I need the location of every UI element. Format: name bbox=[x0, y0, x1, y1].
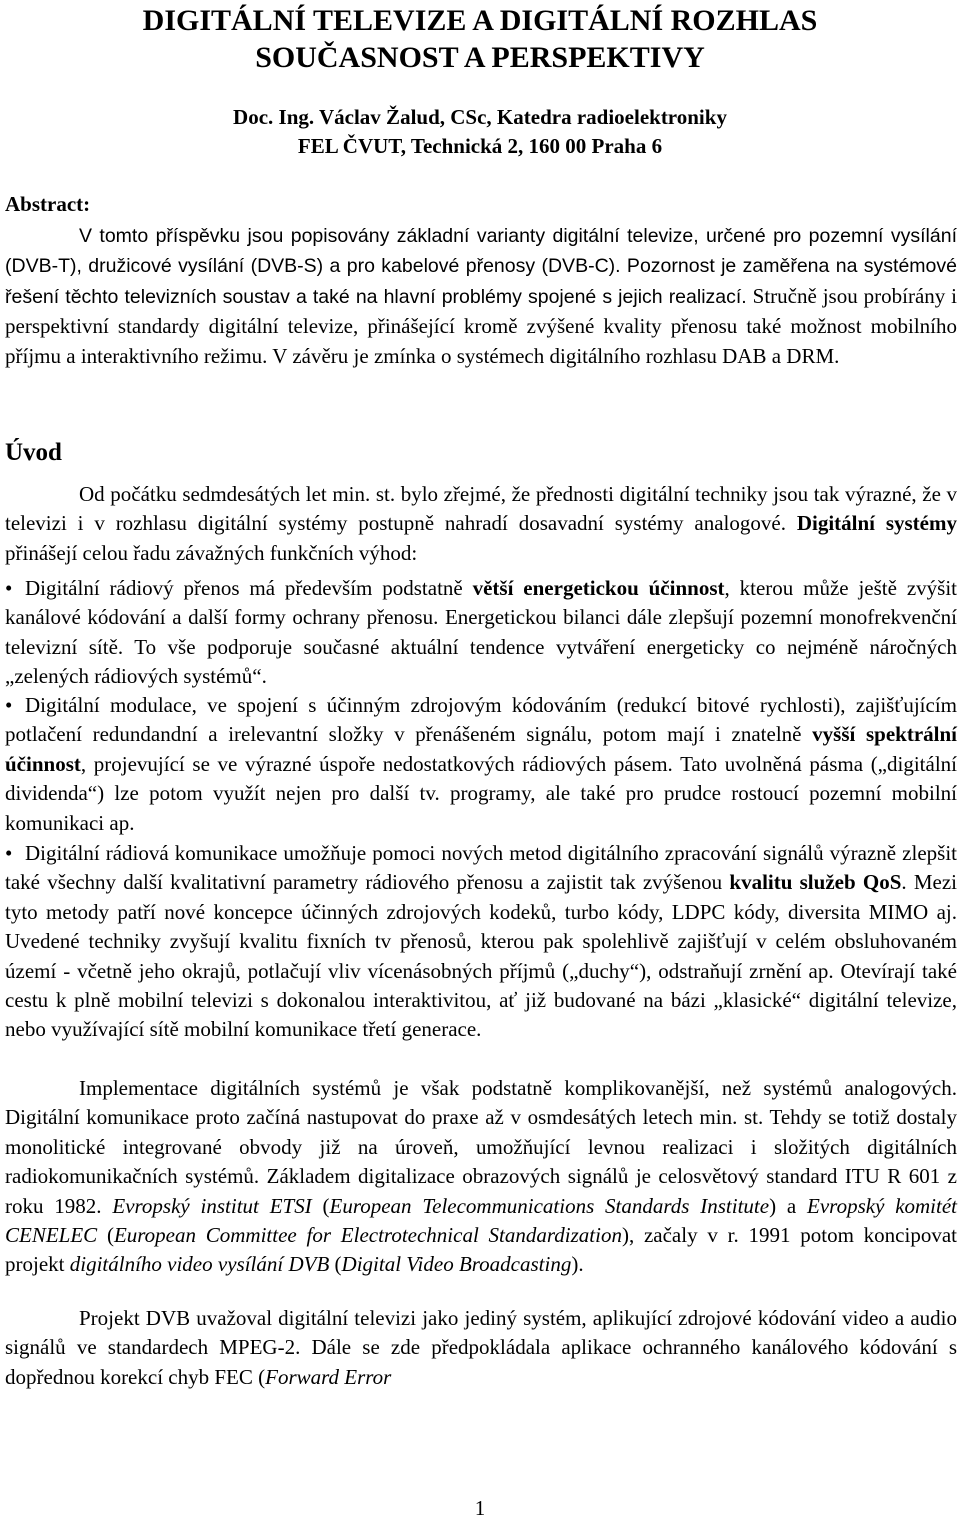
p2-italic-dvb-full: Digital Video Broadcasting bbox=[341, 1252, 572, 1277]
bullet-dot-icon: • bbox=[5, 841, 13, 865]
bullet-item-3 bbox=[5, 839, 957, 1045]
p2-italic-etsi: Evropský institut ETSI bbox=[112, 1193, 312, 1218]
p2-sep: ( bbox=[97, 1223, 114, 1248]
section-heading-uvod: Úvod bbox=[5, 439, 62, 466]
bullet-item-2 bbox=[5, 691, 957, 838]
bullet-1-text: Digitální rádiový přenos má především podstatně bbox=[25, 576, 473, 600]
p3-italic-fec: Forward Error bbox=[265, 1364, 392, 1389]
abstract-sentences-2: Stručně jsou probírány i perspektivní standardy digitální televize, přinášející kromě zvýšené kvality přenosu také možnost mobilního příjmu a interaktivního režimu. V závěru je zmínka o systémech digitálního rozhlasu DAB a DRM. bbox=[5, 283, 958, 368]
p2-italic-etsi-full: European Telecommunications Standards Institute bbox=[329, 1193, 770, 1218]
bullet-item-1 bbox=[5, 574, 957, 692]
bullet-3-text-end: . Mezi tyto metody patří nové koncepce účinných zdrojových kodeků, turbo kódy, LDPC kódy, diversita MIMO aj. Uvedené techniky zvyšují kvalitu fixních tv přenosů, kterou pak spolehlivě zajišťují v celém obsluhovaném území - včetně jeho okrajů, potlačují vliv vícenásobných příjmů („duchy“), odstraňují zrnění ap. Otevírají také cestu k plně mobilní televizi s dokonalou interaktivitou, ať již budované na bázi „klasické“ digitální televize, nebo využívající sítě mobilní komunikace třetí generace. bbox=[5, 870, 957, 1042]
p2-italic-cenelec-full: European Committee for Electrotechnical Standardization bbox=[113, 1223, 622, 1248]
title-line-2: SOUČASNOST A PERSPEKTIVY bbox=[255, 41, 705, 74]
intro-paragraph-2 bbox=[5, 1074, 957, 1280]
page-number: 1 bbox=[474, 1496, 486, 1520]
bullet-dot-icon: • bbox=[5, 576, 13, 600]
affiliation-line: FEL ČVUT, Technická 2, 160 00 Praha 6 bbox=[297, 134, 663, 158]
p2-italic-dvb: digitálního video vysílání DVB bbox=[69, 1252, 330, 1277]
p2-italic-cenelec: Evropský komitét CENELEC bbox=[5, 1193, 958, 1248]
bullet-2-bold: vyšší spektrální účinnost bbox=[5, 722, 957, 776]
abstract-sentences-1: V tomto příspěvku jsou popisovány základní varianty digitální televize, určené pro pozemní vysílání (DVB-T), družicové vysílání (DVB-S) a pro kabelové přenosy (DVB-C). Pozornost je zaměřena na systémové řešení těchto televizních soustav a také na hlavní problémy spojené s jejich realizací. bbox=[5, 225, 957, 308]
p2-text-2: ), začaly v r. 1991 potom koncipovat projekt bbox=[5, 1223, 957, 1277]
intro-p1-text: Od počátku sedmdesátých let min. st. bylo zřejmé, že přednosti digitální techniky jsou tak výrazné, že v televizi i v rozhlasu digitální systémy postupně nahradí dosavadní systémy analogové. bbox=[5, 482, 957, 536]
p2-sep: ( bbox=[311, 1193, 330, 1218]
p3-text: Projekt DVB uvažoval digitální televizi jako jediný systém, aplikující zdrojové kódování video a audio signálů ve standardech MPEG-2. Dále se zde předpokládala aplikace ochranného kanálového kódování s dopřednou korekcí chyb FEC ( bbox=[5, 1306, 957, 1389]
bullet-2-text: Digitální modulace, ve spojení s účinným zdrojovým kódováním (redukcí bitové rychlosti), zajišťujícím potlačení redundandní a irelevantní složky v přenášeném signálu, potom mají i znatelně bbox=[5, 693, 957, 747]
intro-p1-bold: Digitální systémy bbox=[796, 511, 957, 536]
p2-sep: ( bbox=[329, 1252, 342, 1277]
abstract-label: Abstract: bbox=[5, 192, 91, 216]
title-line-1: DIGITÁLNÍ TELEVIZE A DIGITÁLNÍ ROZHLAS bbox=[142, 4, 818, 37]
p2-text: Implementace digitálních systémů je však podstatně komplikovanější, než systémů analogových. Digitální komunikace proto začíná nastupovat do praxe až v osmdesátých letech min. st. Tehdy se totiž dostaly monolitické integrované obvody již na úroveň, umožňující levnou realizaci i složitých digitálních radiokomunikačních systémů. Základem digitalizace obrazových signálů je celosvětový standard ITU R 601 z roku 1982. bbox=[5, 1076, 957, 1218]
bullet-3-text: Digitální rádiová komunikace umožňuje pomoci nových metod digitálního zpracování signálů výrazně zlepšit také všechny další kvalitativní parametry rádiového přenosu a zajistit tak zvýšenou bbox=[5, 841, 957, 895]
bullet-dot-icon: • bbox=[5, 693, 13, 717]
bullet-2-text-end: , projevující se ve výrazné úspoře nedostatkových rádiových pásem. Tato uvolněná pásma („digitální dividenda“) lze potom využít nejen pro další tv. programy, ale také pro prudce rostoucí pozemní mobilní komunikaci ap. bbox=[5, 751, 957, 835]
intro-paragraph-3 bbox=[5, 1304, 957, 1392]
p2-end: ). bbox=[571, 1252, 584, 1277]
author-line: Doc. Ing. Václav Žalud, CSc, Katedra radioelektroniky bbox=[233, 105, 727, 129]
abstract-paragraph bbox=[5, 221, 957, 371]
intro-p1-end: přinášejí celou řadu závažných funkčních výhod: bbox=[5, 540, 418, 565]
bullet-1-text-end: , kterou může ještě zvýšit kanálové kódování a další formy ochrany přenosu. Energetickou bilanci dále zlepšují pozemní monofrekvenční televizní sítě. To vše podporuje současné aktuální tendence vytváření energeticky co nejméně náročných „zelených rádiových systémů“. bbox=[5, 576, 957, 689]
bullet-1-bold: větší energetickou účinnost bbox=[472, 576, 725, 600]
intro-paragraph-1 bbox=[5, 480, 957, 568]
bullet-3-bold: kvalitu služeb QoS bbox=[729, 870, 902, 895]
p2-sep: ) a bbox=[769, 1193, 808, 1218]
